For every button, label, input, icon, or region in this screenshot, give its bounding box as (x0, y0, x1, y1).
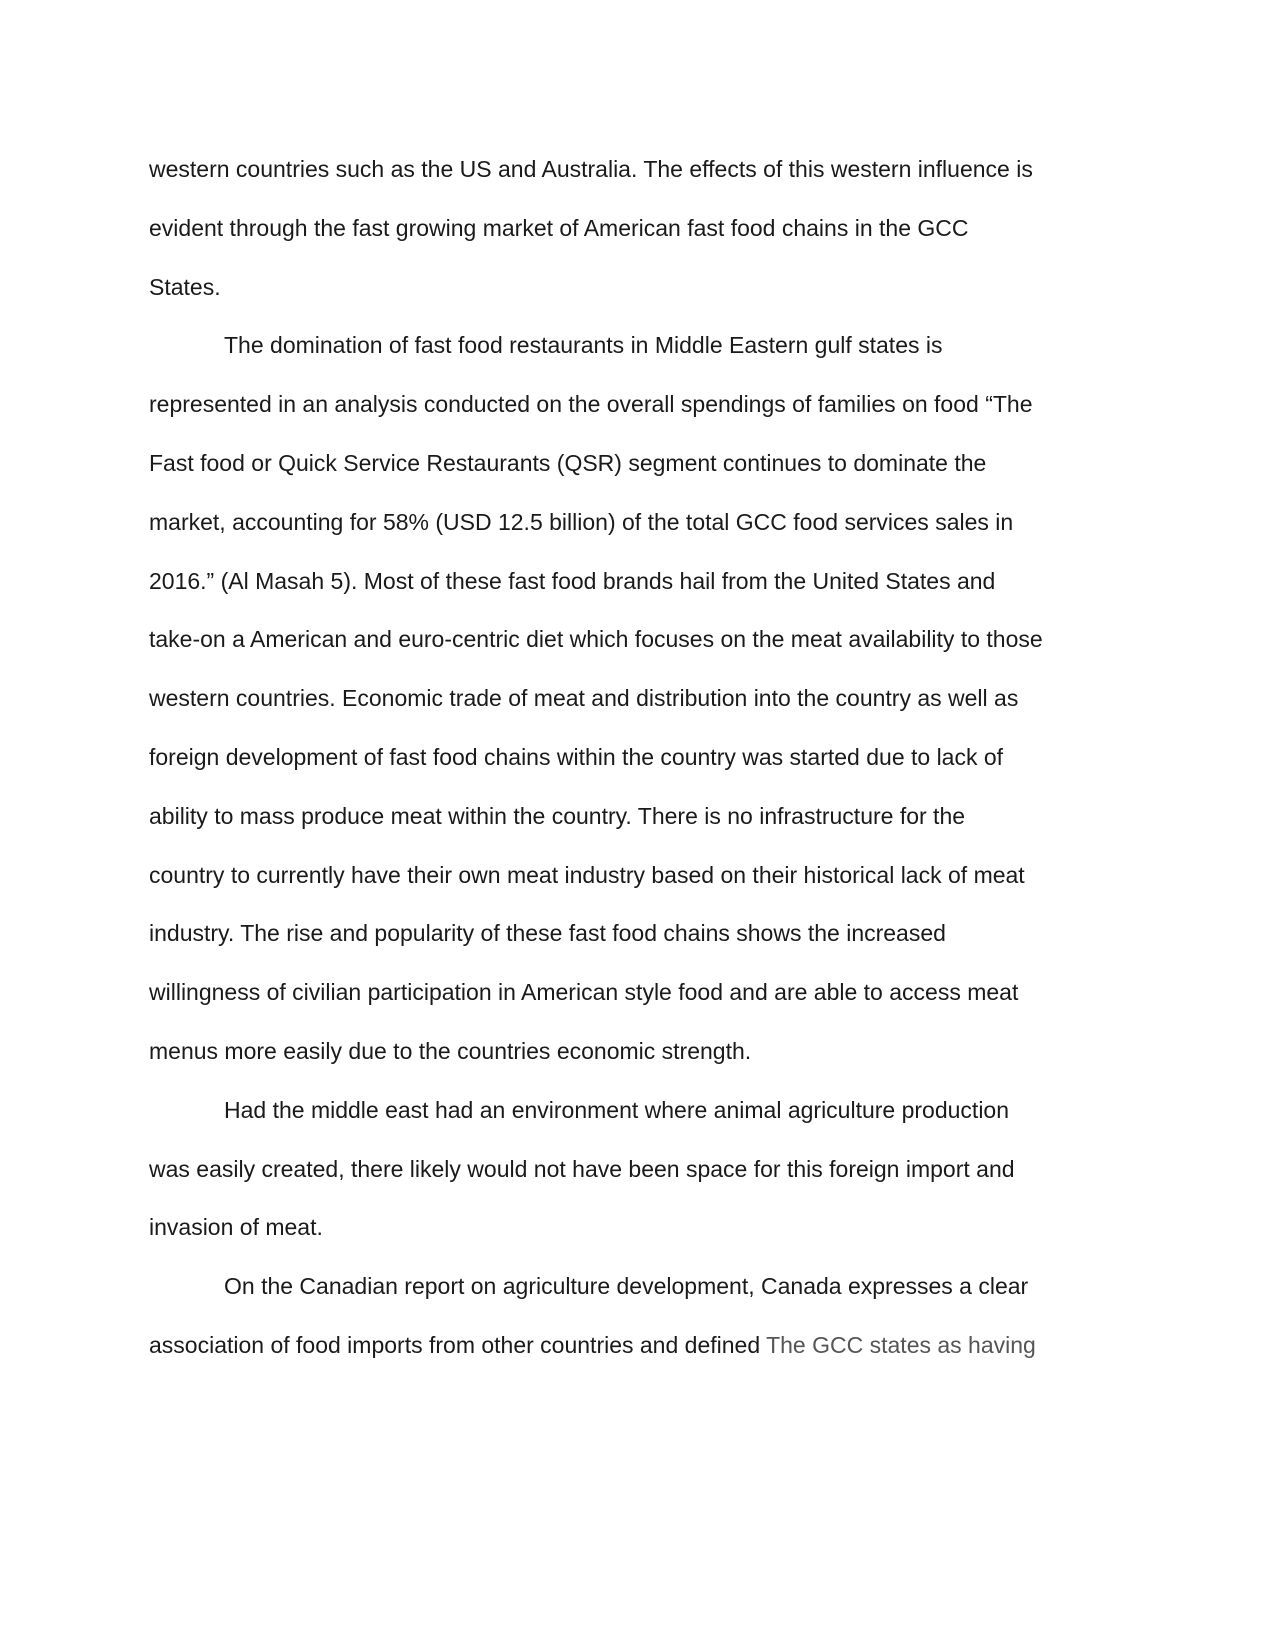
text-line (149, 375, 1134, 434)
text-line-content: On the Canadian report on agriculture development, Canada expresses a clear (224, 1273, 1029, 1300)
text-line (149, 434, 1134, 493)
text-line-content: 2016.” (Al Masah 5). Most of these fast food brands hail from the United States and (149, 567, 996, 594)
text-line (149, 199, 1134, 258)
text-line-content: menus more easily due to the countries economic strength. (149, 1037, 752, 1064)
text-line (149, 552, 1134, 611)
text-line (149, 610, 1134, 669)
text-line (149, 787, 1134, 846)
text-line (149, 1198, 1134, 1257)
text-line-content: take-on a American and euro-centric diet which focuses on the meat availability to those (149, 626, 1043, 653)
text-line (149, 1316, 1134, 1375)
text-line-content: Fast food or Quick Service Restaurants (QSR) segment continues to dominate the (149, 449, 987, 476)
text-line (149, 1140, 1134, 1199)
text-line (149, 140, 1134, 199)
text-line-content: western countries. Economic trade of meat and distribution into the country as well as (149, 685, 1019, 712)
text-line (149, 316, 1134, 375)
text-line-content: ability to mass produce meat within the country. There is no infrastructure for the (149, 802, 966, 829)
text-line-content: States. (149, 273, 221, 300)
text-line (149, 1081, 1134, 1140)
text-line-content: invasion of meat. (149, 1214, 323, 1241)
text-line (149, 963, 1134, 1022)
text-line-content: willingness of civilian participation in American style food and are able to access meat (149, 979, 1019, 1006)
text-line-content: industry. The rise and popularity of these fast food chains shows the increased (149, 920, 946, 947)
text-line-muted-tail: The GCC states as having (766, 1331, 1036, 1358)
text-line-content: country to currently have their own meat industry based on their historical lack of meat (149, 861, 1025, 888)
text-line-content: represented in an analysis conducted on the overall spendings of families on food “The (149, 391, 1033, 418)
text-line (149, 258, 1134, 317)
text-line (149, 669, 1134, 728)
text-line-content: western countries such as the US and Australia. The effects of this western influence is (149, 156, 1033, 182)
body-text (149, 140, 1134, 1375)
text-line (149, 1022, 1134, 1081)
text-line (149, 728, 1134, 787)
text-line (149, 1257, 1134, 1316)
text-line (149, 846, 1134, 905)
text-line-content: market, accounting for 58% (USD 12.5 billion) of the total GCC food services sales in (149, 508, 1014, 535)
text-line (149, 493, 1134, 552)
text-line-content: Had the middle east had an environment where animal agriculture production (224, 1096, 1010, 1123)
text-line-content: evident through the fast growing market of American fast food chains in the GCC (149, 214, 969, 241)
text-line (149, 904, 1134, 963)
text-line-content: foreign development of fast food chains within the country was started due to lack of (149, 743, 1004, 770)
text-line-content: association of food imports from other countries and defined (149, 1331, 767, 1358)
text-line-content: The domination of fast food restaurants in Middle Eastern gulf states is (224, 332, 943, 359)
text-line-content: was easily created, there likely would not have been space for this foreign import and (149, 1155, 1015, 1182)
